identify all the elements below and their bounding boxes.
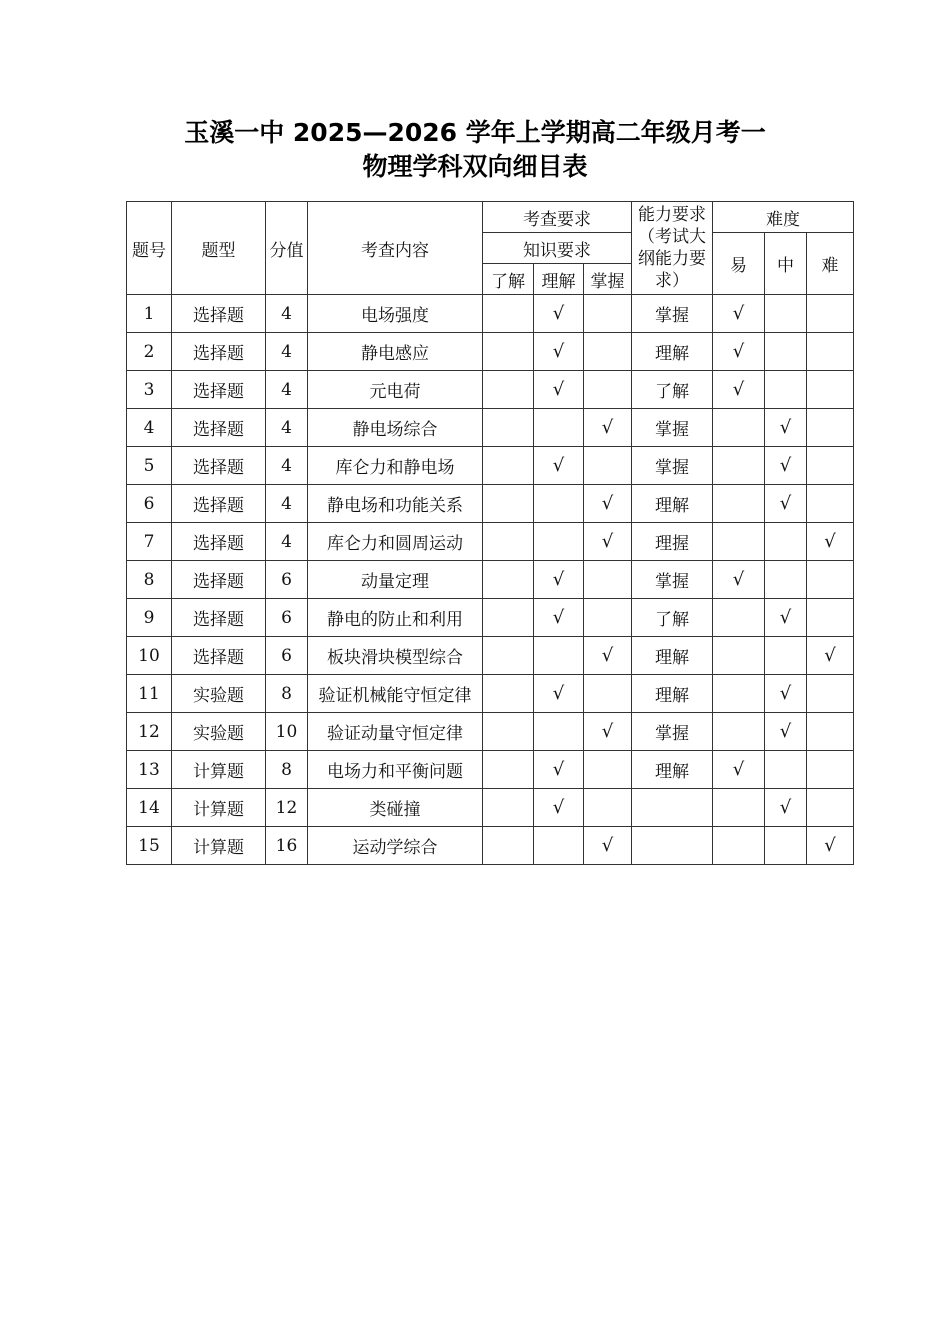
cell-difficulty-easy xyxy=(713,409,765,447)
cell-difficulty-hard xyxy=(807,599,854,637)
cell-ability: 掌握 xyxy=(632,561,713,599)
cell-difficulty-hard xyxy=(807,447,854,485)
header-type: 题型 xyxy=(172,202,266,295)
cell-know-comprehend: √ xyxy=(534,447,584,485)
cell-know-comprehend xyxy=(534,827,584,865)
cell-know-understand-basic xyxy=(483,295,534,333)
cell-num: 6 xyxy=(127,485,172,523)
cell-type: 选择题 xyxy=(172,561,266,599)
cell-know-understand-basic xyxy=(483,561,534,599)
cell-content: 动量定理 xyxy=(308,561,483,599)
cell-know-comprehend xyxy=(534,409,584,447)
cell-num: 1 xyxy=(127,295,172,333)
cell-score: 4 xyxy=(266,295,308,333)
header-medium: 中 xyxy=(765,233,807,295)
cell-num: 4 xyxy=(127,409,172,447)
cell-difficulty-easy xyxy=(713,789,765,827)
cell-score: 6 xyxy=(266,561,308,599)
cell-difficulty-medium xyxy=(765,751,807,789)
cell-ability: 理解 xyxy=(632,675,713,713)
cell-difficulty-medium xyxy=(765,523,807,561)
cell-score: 10 xyxy=(266,713,308,751)
table-row xyxy=(127,409,854,447)
header-know-understand-basic: 了解 xyxy=(483,264,534,295)
cell-type: 计算题 xyxy=(172,827,266,865)
header-difficulty: 难度 xyxy=(713,202,854,233)
cell-ability: 理握 xyxy=(632,523,713,561)
cell-know-understand-basic xyxy=(483,675,534,713)
cell-type: 选择题 xyxy=(172,295,266,333)
table-row xyxy=(127,333,854,371)
cell-ability: 了解 xyxy=(632,371,713,409)
cell-num: 8 xyxy=(127,561,172,599)
table-row xyxy=(127,713,854,751)
cell-difficulty-easy: √ xyxy=(713,561,765,599)
cell-score: 4 xyxy=(266,485,308,523)
cell-num: 14 xyxy=(127,789,172,827)
header-exam-requirement: 考查要求 xyxy=(483,202,632,233)
table-row xyxy=(127,447,854,485)
table-row xyxy=(127,789,854,827)
header-content: 考查内容 xyxy=(308,202,483,295)
cell-score: 6 xyxy=(266,637,308,675)
cell-know-comprehend: √ xyxy=(534,789,584,827)
cell-difficulty-medium xyxy=(765,295,807,333)
cell-score: 4 xyxy=(266,409,308,447)
cell-know-master: √ xyxy=(584,523,632,561)
cell-ability: 理解 xyxy=(632,333,713,371)
header-know-comprehend: 理解 xyxy=(534,264,584,295)
cell-difficulty-easy xyxy=(713,523,765,561)
cell-content: 验证动量守恒定律 xyxy=(308,713,483,751)
cell-content: 运动学综合 xyxy=(308,827,483,865)
cell-know-understand-basic xyxy=(483,637,534,675)
cell-know-master xyxy=(584,295,632,333)
cell-num: 5 xyxy=(127,447,172,485)
cell-difficulty-medium xyxy=(765,371,807,409)
cell-type: 选择题 xyxy=(172,409,266,447)
table-row xyxy=(127,371,854,409)
cell-ability: 理解 xyxy=(632,485,713,523)
cell-content: 板块滑块模型综合 xyxy=(308,637,483,675)
cell-type: 选择题 xyxy=(172,333,266,371)
cell-know-understand-basic xyxy=(483,789,534,827)
cell-type: 计算题 xyxy=(172,751,266,789)
cell-type: 实验题 xyxy=(172,713,266,751)
cell-num: 7 xyxy=(127,523,172,561)
cell-know-understand-basic xyxy=(483,713,534,751)
cell-num: 2 xyxy=(127,333,172,371)
cell-num: 10 xyxy=(127,637,172,675)
cell-difficulty-easy: √ xyxy=(713,333,765,371)
cell-score: 4 xyxy=(266,371,308,409)
cell-know-comprehend: √ xyxy=(534,675,584,713)
cell-difficulty-hard xyxy=(807,789,854,827)
cell-difficulty-medium: √ xyxy=(765,713,807,751)
header-knowledge-requirement: 知识要求 xyxy=(483,233,632,264)
cell-type: 选择题 xyxy=(172,485,266,523)
cell-difficulty-easy xyxy=(713,485,765,523)
cell-know-master xyxy=(584,371,632,409)
cell-content: 静电场综合 xyxy=(308,409,483,447)
cell-content: 静电场和功能关系 xyxy=(308,485,483,523)
cell-num: 3 xyxy=(127,371,172,409)
cell-know-understand-basic xyxy=(483,523,534,561)
cell-ability xyxy=(632,789,713,827)
cell-content: 静电感应 xyxy=(308,333,483,371)
cell-score: 8 xyxy=(266,751,308,789)
cell-difficulty-medium xyxy=(765,827,807,865)
cell-type: 计算题 xyxy=(172,789,266,827)
cell-know-comprehend: √ xyxy=(534,599,584,637)
cell-content: 电场强度 xyxy=(308,295,483,333)
header-num: 题号 xyxy=(127,202,172,295)
cell-score: 4 xyxy=(266,447,308,485)
cell-content: 库仑力和静电场 xyxy=(308,447,483,485)
cell-know-understand-basic xyxy=(483,409,534,447)
table-row xyxy=(127,295,854,333)
cell-know-master: √ xyxy=(584,637,632,675)
cell-know-comprehend xyxy=(534,713,584,751)
cell-know-comprehend: √ xyxy=(534,333,584,371)
cell-type: 选择题 xyxy=(172,523,266,561)
cell-ability: 掌握 xyxy=(632,447,713,485)
header-hard: 难 xyxy=(807,233,854,295)
cell-ability: 掌握 xyxy=(632,295,713,333)
cell-content: 静电的防止和利用 xyxy=(308,599,483,637)
document-title-line2: 物理学科双向细目表 xyxy=(362,152,588,181)
cell-difficulty-easy: √ xyxy=(713,751,765,789)
cell-difficulty-hard xyxy=(807,485,854,523)
cell-know-comprehend xyxy=(534,485,584,523)
cell-difficulty-medium: √ xyxy=(765,599,807,637)
table-row xyxy=(127,637,854,675)
cell-difficulty-medium: √ xyxy=(765,447,807,485)
cell-know-master: √ xyxy=(584,827,632,865)
cell-know-comprehend: √ xyxy=(534,371,584,409)
cell-difficulty-hard xyxy=(807,409,854,447)
cell-difficulty-easy: √ xyxy=(713,371,765,409)
table-row xyxy=(127,827,854,865)
cell-difficulty-easy xyxy=(713,675,765,713)
cell-num: 13 xyxy=(127,751,172,789)
cell-score: 4 xyxy=(266,333,308,371)
cell-type: 选择题 xyxy=(172,447,266,485)
header-know-master: 掌握 xyxy=(584,264,632,295)
cell-num: 9 xyxy=(127,599,172,637)
table-row xyxy=(127,675,854,713)
table-row xyxy=(127,485,854,523)
cell-know-comprehend: √ xyxy=(534,295,584,333)
table-row xyxy=(127,561,854,599)
cell-know-understand-basic xyxy=(483,599,534,637)
cell-content: 验证机械能守恒定律 xyxy=(308,675,483,713)
cell-difficulty-medium: √ xyxy=(765,409,807,447)
cell-difficulty-hard xyxy=(807,561,854,599)
cell-type: 选择题 xyxy=(172,371,266,409)
cell-ability xyxy=(632,827,713,865)
cell-difficulty-medium xyxy=(765,637,807,675)
cell-know-understand-basic xyxy=(483,371,534,409)
cell-difficulty-hard: √ xyxy=(807,637,854,675)
cell-difficulty-hard xyxy=(807,713,854,751)
cell-difficulty-hard xyxy=(807,371,854,409)
cell-know-master xyxy=(584,751,632,789)
header-score: 分值 xyxy=(266,202,308,295)
cell-know-master: √ xyxy=(584,409,632,447)
cell-know-understand-basic xyxy=(483,751,534,789)
cell-know-comprehend: √ xyxy=(534,561,584,599)
cell-difficulty-hard xyxy=(807,333,854,371)
cell-difficulty-easy xyxy=(713,827,765,865)
cell-know-master xyxy=(584,447,632,485)
cell-content: 电场力和平衡问题 xyxy=(308,751,483,789)
cell-ability: 掌握 xyxy=(632,713,713,751)
cell-difficulty-hard xyxy=(807,675,854,713)
cell-difficulty-medium: √ xyxy=(765,789,807,827)
cell-content: 类碰撞 xyxy=(308,789,483,827)
cell-know-understand-basic xyxy=(483,485,534,523)
table-row xyxy=(127,599,854,637)
cell-know-master: √ xyxy=(584,713,632,751)
cell-type: 选择题 xyxy=(172,637,266,675)
cell-difficulty-medium: √ xyxy=(765,675,807,713)
header-easy: 易 xyxy=(713,233,765,295)
cell-know-master xyxy=(584,599,632,637)
document-title-line1: 玉溪一中 2025—2026 学年上学期高二年级月考一 xyxy=(184,118,766,147)
cell-difficulty-easy: √ xyxy=(713,295,765,333)
cell-score: 4 xyxy=(266,523,308,561)
cell-difficulty-medium: √ xyxy=(765,485,807,523)
cell-score: 8 xyxy=(266,675,308,713)
cell-difficulty-easy xyxy=(713,599,765,637)
cell-difficulty-hard: √ xyxy=(807,523,854,561)
cell-know-master: √ xyxy=(584,485,632,523)
cell-difficulty-medium xyxy=(765,561,807,599)
cell-num: 12 xyxy=(127,713,172,751)
cell-difficulty-hard xyxy=(807,751,854,789)
table-row xyxy=(127,523,854,561)
header-ability: 能力要求（考试大纲能力要求） xyxy=(632,202,713,295)
cell-content: 元电荷 xyxy=(308,371,483,409)
cell-num: 15 xyxy=(127,827,172,865)
cell-ability: 了解 xyxy=(632,599,713,637)
cell-know-understand-basic xyxy=(483,447,534,485)
cell-difficulty-hard: √ xyxy=(807,827,854,865)
table-row xyxy=(127,751,854,789)
cell-content: 库仑力和圆周运动 xyxy=(308,523,483,561)
cell-difficulty-easy xyxy=(713,447,765,485)
cell-know-comprehend xyxy=(534,523,584,561)
cell-know-understand-basic xyxy=(483,827,534,865)
cell-score: 6 xyxy=(266,599,308,637)
cell-score: 12 xyxy=(266,789,308,827)
cell-ability: 掌握 xyxy=(632,409,713,447)
cell-difficulty-hard xyxy=(807,295,854,333)
cell-know-master xyxy=(584,675,632,713)
cell-know-understand-basic xyxy=(483,333,534,371)
cell-know-comprehend: √ xyxy=(534,751,584,789)
cell-difficulty-easy xyxy=(713,713,765,751)
cell-know-master xyxy=(584,561,632,599)
cell-type: 选择题 xyxy=(172,599,266,637)
cell-know-comprehend xyxy=(534,637,584,675)
spec-table xyxy=(126,201,854,865)
cell-difficulty-easy xyxy=(713,637,765,675)
cell-difficulty-medium xyxy=(765,333,807,371)
cell-know-master xyxy=(584,789,632,827)
cell-type: 实验题 xyxy=(172,675,266,713)
cell-score: 16 xyxy=(266,827,308,865)
cell-ability: 理解 xyxy=(632,751,713,789)
cell-know-master xyxy=(584,333,632,371)
cell-ability: 理解 xyxy=(632,637,713,675)
cell-num: 11 xyxy=(127,675,172,713)
